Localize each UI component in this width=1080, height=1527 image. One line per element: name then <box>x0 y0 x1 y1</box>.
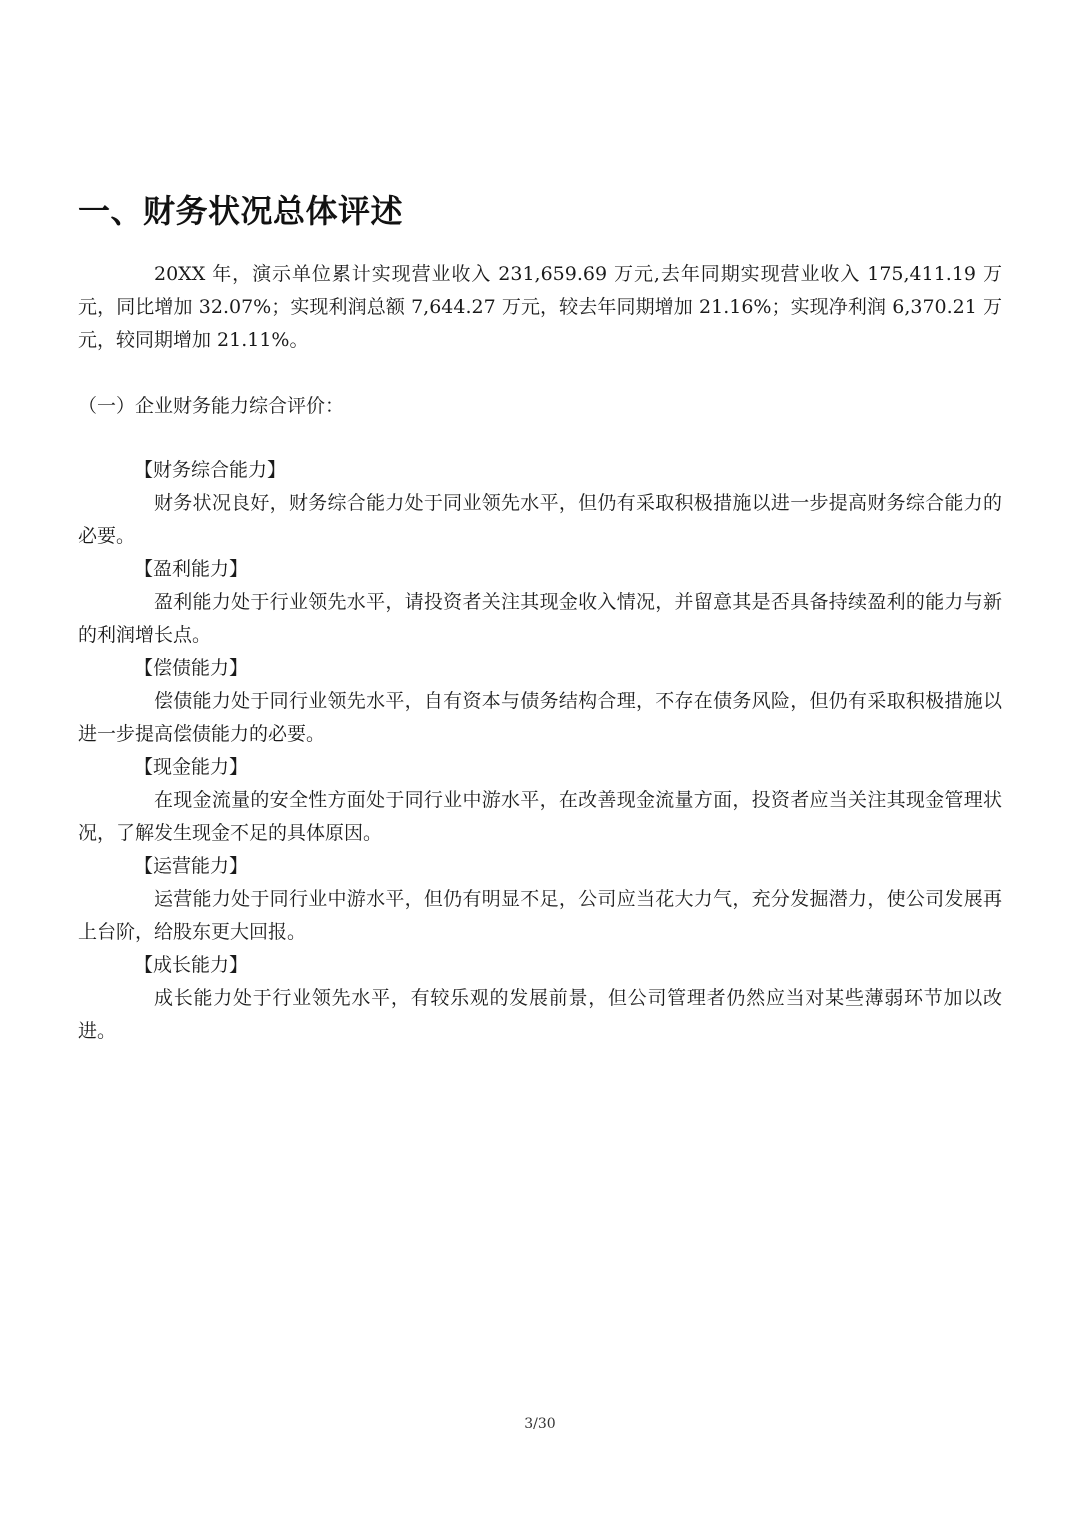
ability-section-growth <box>78 949 1002 1048</box>
ability-title: 【偿债能力】 <box>134 657 249 679</box>
ability-section-financial <box>78 454 1002 553</box>
summary-paragraph: 20XX 年，演示单位累计实现营业收入 231,659.69 万元,去年同期实现营业收入 175,411.19 万元，同比增加 32.07%；实现利润总额 7,644.27 万元，较去年同期增加 21.16%；实现净利润 6,370.21 万元，较同期增加 21.11%。 <box>78 263 1002 351</box>
ability-title: 【运营能力】 <box>134 855 249 877</box>
ability-description: 成长能力处于行业领先水平，有较乐观的发展前景，但公司管理者仍然应当对某些薄弱环节加以改进。 <box>78 987 1002 1042</box>
ability-description: 运营能力处于同行业中游水平，但仍有明显不足，公司应当花大力气，充分发掘潜力，使公司发展再上台阶，给股东更大回报。 <box>78 888 1002 943</box>
section-heading: 一、财务状况总体评述 <box>78 192 404 230</box>
page-number: 3/30 <box>524 1416 556 1432</box>
ability-title: 【现金能力】 <box>134 756 249 778</box>
sub-heading: （一）企业财务能力综合评价： <box>78 395 345 417</box>
ability-section-profitability <box>78 553 1002 652</box>
ability-section-cash <box>78 751 1002 850</box>
ability-section-operations <box>78 850 1002 949</box>
ability-description: 偿债能力处于同行业领先水平，自有资本与债务结构合理，不存在债务风险，但仍有采取积极措施以进一步提高偿债能力的必要。 <box>78 690 1002 745</box>
ability-title: 【盈利能力】 <box>134 558 249 580</box>
ability-section-solvency <box>78 652 1002 751</box>
ability-description: 在现金流量的安全性方面处于同行业中游水平，在改善现金流量方面，投资者应当关注其现金管理状况，了解发生现金不足的具体原因。 <box>78 789 1002 844</box>
ability-description: 财务状况良好，财务综合能力处于同业领先水平，但仍有采取积极措施以进一步提高财务综合能力的必要。 <box>78 492 1002 547</box>
ability-description: 盈利能力处于行业领先水平，请投资者关注其现金收入情况，并留意其是否具备持续盈利的能力与新的利润增长点。 <box>78 591 1002 646</box>
ability-title: 【财务综合能力】 <box>134 459 287 481</box>
ability-title: 【成长能力】 <box>134 954 249 976</box>
ability-section-list <box>78 454 1002 1048</box>
